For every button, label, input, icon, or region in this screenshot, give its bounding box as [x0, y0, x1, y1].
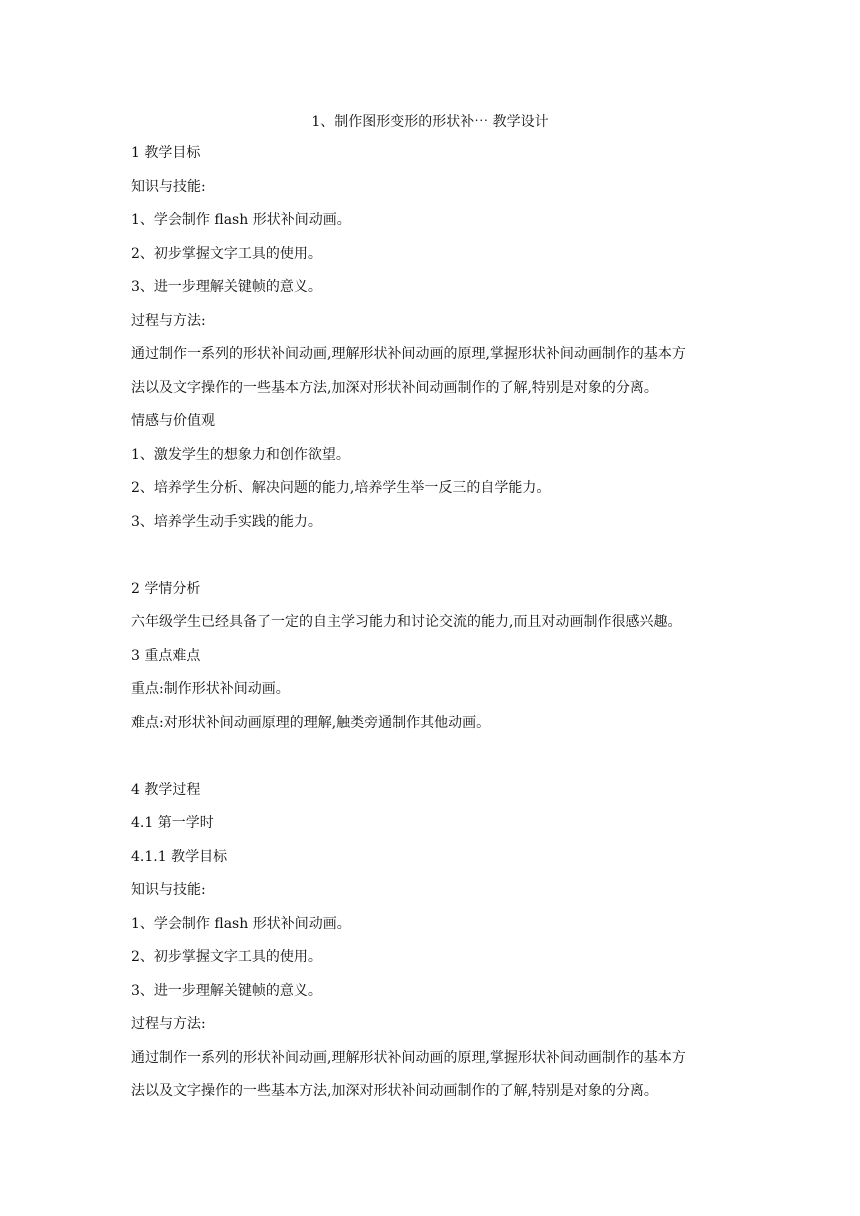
- list-item: 1、学会制作 flash 形状补间动画。: [131, 915, 351, 932]
- subheading: 知识与技能:: [131, 178, 206, 195]
- subsection-heading: 4.1.1 教学目标: [131, 848, 228, 865]
- subheading: 情感与价值观: [131, 413, 215, 429]
- subsection-heading: 4.1 第一学时: [131, 815, 214, 831]
- subheading: 知识与技能:: [131, 882, 206, 898]
- list-item: 2、初步掌握文字工具的使用。: [131, 949, 322, 965]
- list-item: 1、学会制作 flash 形状补间动画。: [131, 212, 351, 228]
- list-item: 3、进一步理解关键帧的意义。: [131, 982, 322, 999]
- section-heading: 3 重点难点: [131, 647, 201, 664]
- section-heading: 2 学情分析: [131, 580, 201, 597]
- list-item: 2、初步掌握文字工具的使用。: [131, 245, 322, 262]
- paragraph-line: 重点:制作形状补间动画。: [131, 681, 290, 697]
- subheading: 过程与方法:: [131, 312, 206, 329]
- section-heading: 1 教学目标: [131, 145, 201, 161]
- list-item: 2、培养学生分析、解决问题的能力,培养学生举一反三的自学能力。: [131, 480, 551, 496]
- paragraph-line: 法以及文字操作的一些基本方法,加深对形状补间动画制作的了解,特别是对象的分离。: [131, 1083, 658, 1099]
- subheading: 过程与方法:: [131, 1016, 206, 1032]
- paragraph-line: 通过制作一系列的形状补间动画,理解形状补间动画的原理,掌握形状补间动画制作的基本方: [131, 346, 686, 362]
- paragraph-line: 难点:对形状补间动画原理的理解,触类旁通制作其他动画。: [131, 714, 491, 731]
- list-item: 3、进一步理解关键帧的意义。: [131, 279, 322, 295]
- document-title: 1、制作图形变形的形状补⋯ 教学设计: [311, 114, 549, 130]
- paragraph-line: 六年级学生已经具备了一定的自主学习能力和讨论交流的能力,而且对动画制作很感兴趣。: [131, 614, 682, 630]
- list-item: 3、培养学生动手实践的能力。: [131, 513, 322, 530]
- blank-line: [131, 545, 741, 579]
- section-heading: 4 教学过程: [131, 781, 201, 798]
- list-item: 1、激发学生的想象力和创作欲望。: [131, 446, 350, 463]
- document-body: [131, 143, 741, 1115]
- paragraph-line: 通过制作一系列的形状补间动画,理解形状补间动画的原理,掌握形状补间动画制作的基本方: [131, 1049, 686, 1066]
- blank-line: [131, 746, 741, 780]
- paragraph-line: 法以及文字操作的一些基本方法,加深对形状补间动画制作的了解,特别是对象的分离。: [131, 379, 658, 396]
